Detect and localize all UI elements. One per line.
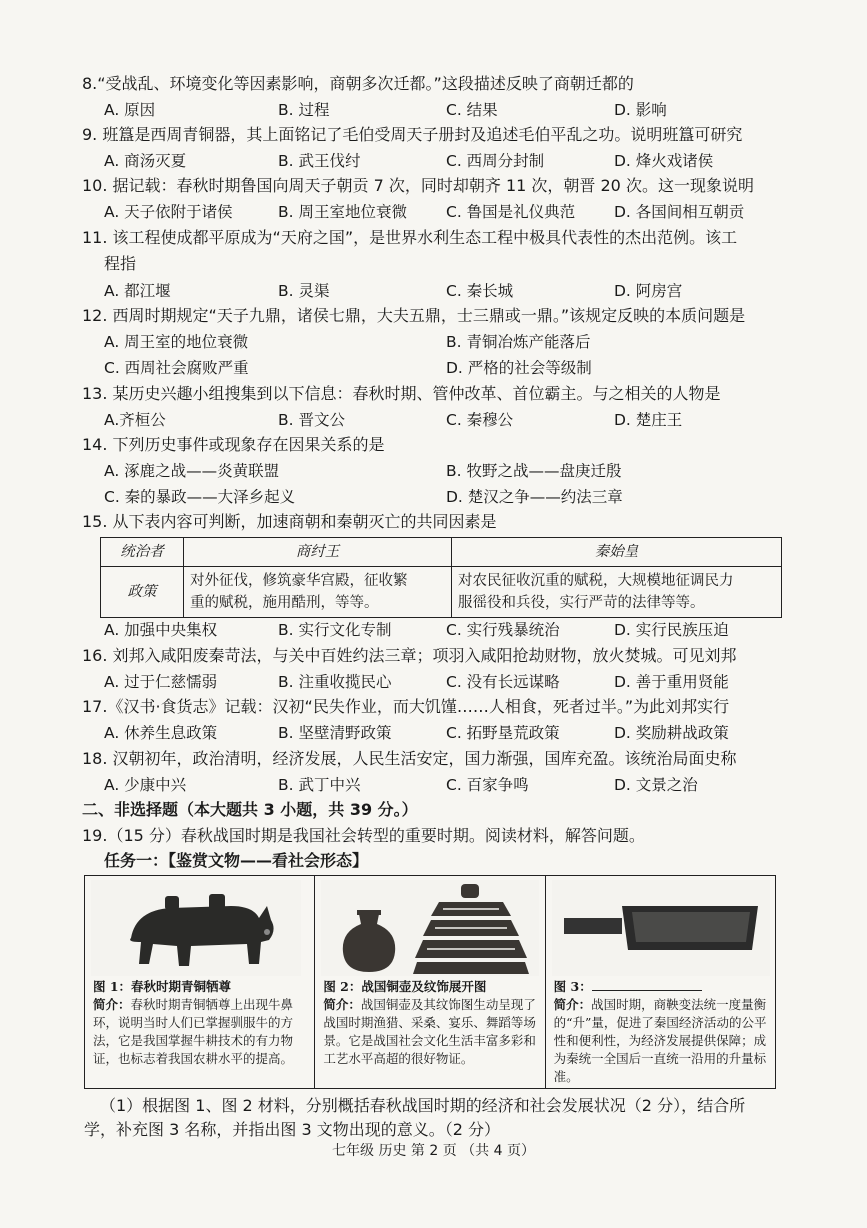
question-13: 13. 某历史兴趣小组搜集到以下信息：春秋时期、管仲改革、首位霸主。与之相关的人物是 xyxy=(82,384,721,403)
question-18: 18. 汉朝初年，政治清明，经济发展，人民生活安定，国力渐强，国库充盈。该统治局面史称 xyxy=(82,749,737,768)
figure-3-name-blank xyxy=(592,978,702,991)
figure-2-label: 简介： xyxy=(323,997,361,1012)
panel-figure-3 xyxy=(546,876,775,1088)
q19-sub1-line1: （1）根据图 1、图 2 材料，分别概括春秋战国时期的经济和社会发展状况（2 分），结合所 xyxy=(100,1096,746,1115)
q13-option-d: D. 楚庄王 xyxy=(614,411,683,429)
bronze-ox-vessel-image xyxy=(91,880,301,976)
section-2-heading: 二、非选择题（本大题共 3 小题，共 39 分。） xyxy=(82,800,418,819)
bronze-pot-pattern-image xyxy=(321,880,539,976)
figure-2-title: 图 2：战国铜壶及纹饰展开图 xyxy=(323,979,487,994)
q16-option-d: D. 善于重用贤能 xyxy=(614,673,729,691)
q13-option-c: C. 秦穆公 xyxy=(446,411,514,429)
q12-option-d: D. 严格的社会等级制 xyxy=(446,359,592,377)
q17-option-c: C. 拓野垦荒政策 xyxy=(446,724,560,742)
figure-1-caption xyxy=(93,978,308,1068)
q9-option-b: B. 武王伐纣 xyxy=(278,152,361,170)
question-17: 17.《汉书·食货志》记载：汉初“民失作业，而大饥馑……人相食，死者过半。”为此刘邦实行 xyxy=(82,697,730,716)
q14-option-c: C. 秦的暴政——大泽乡起义 xyxy=(104,488,296,506)
q11-option-b: B. 灵渠 xyxy=(278,282,330,300)
q8-option-d: D. 影响 xyxy=(614,101,667,119)
q10-option-b: B. 周王室地位衰微 xyxy=(278,203,407,221)
q16-option-b: B. 注重收揽民心 xyxy=(278,673,392,691)
question-9: 9. 班簋是西周青铜器，其上面铭记了毛伯受周天子册封及追述毛伯平乱之功。说明班簋可研究 xyxy=(82,125,743,144)
q15-option-d: D. 实行民族压迫 xyxy=(614,621,729,639)
q14-option-d: D. 楚汉之争——约法三章 xyxy=(446,488,623,506)
artifact-panels xyxy=(84,875,776,1089)
page-footer: 七年级 历史 第 2 页 （共 4 页） xyxy=(332,1143,535,1159)
q8-option-c: C. 结果 xyxy=(446,101,498,119)
figure-2-text: 战国铜壶及其纹饰图生动呈现了战国时期渔猎、采桑、宴乐、舞蹈等场景。它是战国社会文化生活丰富多彩和工艺水平高超的很好物证。 xyxy=(323,997,536,1066)
question-15: 15. 从下表内容可判断，加速商朝和秦朝灭亡的共同因素是 xyxy=(82,512,497,531)
figure-3-text: 战国时期，商鞅变法统一度量衡的“升”量，促进了秦国经济活动的公平性和便利性，为经济发展提供保障；成为秦统一全国后一直统一沿用的升量标准。 xyxy=(553,997,767,1084)
table-cell-shang-line2: 重的赋税，施用酷刑，等等。 xyxy=(190,595,379,611)
question-12: 12. 西周时期规定“天子九鼎，诸侯七鼎，大夫五鼎，士三鼎或一鼎。”该规定反映的本质问题是 xyxy=(82,306,746,325)
q10-option-a: A. 天子依附于诸侯 xyxy=(104,203,233,221)
table-cell-shang xyxy=(184,567,452,618)
figure-3-caption xyxy=(554,978,769,1086)
question-11-continued: 程指 xyxy=(104,254,137,273)
question-8: 8.“受战乱、环境变化等因素影响，商朝多次迁都。”这段描述反映了商朝迁都的 xyxy=(82,74,634,93)
figure-2-caption xyxy=(323,978,538,1068)
table-header-ruler: 统治者 xyxy=(101,538,184,567)
table-cell-shang-line1: 对外征伐，修筑豪华宫殿，征收繁 xyxy=(190,573,408,589)
q13-option-b: B. 晋文公 xyxy=(278,411,345,429)
table-row-label: 政策 xyxy=(101,567,184,618)
q15-option-c: C. 实行残暴统治 xyxy=(446,621,560,639)
q13-option-a: A.齐桓公 xyxy=(104,411,166,429)
table-cell-qin xyxy=(452,567,782,618)
figure-3-label: 简介： xyxy=(553,997,592,1012)
q11-option-c: C. 秦长城 xyxy=(446,282,514,300)
figure-1-label: 简介： xyxy=(93,997,131,1012)
figure-3-title: 图 3： xyxy=(553,979,592,994)
q12-option-b: B. 青铜冶炼产能落后 xyxy=(446,333,591,351)
figure-1-text: 春秋时期青铜牺尊上出现牛鼻环，说明当时人们已掌握驯服牛的方法，它是我国掌握牛耕技术的有力物证，也标志着我国农耕水平的提高。 xyxy=(93,997,294,1066)
question-14: 14. 下列历史事件或现象存在因果关系的是 xyxy=(82,435,385,454)
panel-figure-1 xyxy=(85,876,315,1088)
q8-option-b: B. 过程 xyxy=(278,101,330,119)
task-1-heading: 任务一：【鉴赏文物——看社会形态】 xyxy=(104,851,369,870)
q17-option-d: D. 奖励耕战政策 xyxy=(614,724,729,742)
q10-option-d: D. 各国间相互朝贡 xyxy=(614,203,745,221)
q18-option-d: D. 文景之治 xyxy=(614,776,698,794)
table-cell-qin-line1: 对农民征收沉重的赋税，大规模地征调民力 xyxy=(458,573,734,589)
table-cell-qin-line2: 服徭役和兵役，实行严苛的法律等等。 xyxy=(458,595,705,611)
q16-option-c: C. 没有长远谋略 xyxy=(446,673,560,691)
q15-option-a: A. 加强中央集权 xyxy=(104,621,218,639)
question-16: 16. 刘邦入咸阳废秦苛法，与关中百姓约法三章；项羽入咸阳抢劫财物，放火焚城。可见刘邦 xyxy=(82,646,737,665)
q16-option-a: A. 过于仁慈懦弱 xyxy=(104,673,218,691)
q9-option-c: C. 西周分封制 xyxy=(446,152,545,170)
panel-figure-2 xyxy=(315,876,545,1088)
q19-sub1-line2: 学，补充图 3 名称，并指出图 3 文物出现的意义。（2 分） xyxy=(84,1120,500,1139)
q8-option-a: A. 原因 xyxy=(104,101,156,119)
q17-option-b: B. 坚壁清野政策 xyxy=(278,724,392,742)
q17-option-a: A. 休养生息政策 xyxy=(104,724,218,742)
q15-option-b: B. 实行文化专制 xyxy=(278,621,392,639)
q11-option-a: A. 都江堰 xyxy=(104,282,171,300)
q15-table xyxy=(100,537,782,618)
question-11: 11. 该工程使成都平原成为“天府之国”，是世界水利生态工程中极具代表性的杰出范例。该工 xyxy=(82,228,738,247)
shang-yang-measure-image xyxy=(552,880,770,976)
q12-option-c: C. 西周社会腐败严重 xyxy=(104,359,249,377)
table-header-shang: 商纣王 xyxy=(184,538,452,567)
q14-option-b: B. 牧野之战——盘庚迁殷 xyxy=(446,462,622,480)
table-header-qin: 秦始皇 xyxy=(452,538,782,567)
question-10: 10. 据记载：春秋时期鲁国向周天子朝贡 7 次，同时却朝齐 11 次，朝晋 20 次。这一现象说明 xyxy=(82,176,754,195)
q9-option-a: A. 商汤灭夏 xyxy=(104,152,187,170)
q9-option-d: D. 烽火戏诸侯 xyxy=(614,152,714,170)
q11-option-d: D. 阿房宫 xyxy=(614,282,683,300)
q18-option-a: A. 少康中兴 xyxy=(104,776,187,794)
q12-option-a: A. 周王室的地位衰微 xyxy=(104,333,249,351)
q18-option-b: B. 武丁中兴 xyxy=(278,776,361,794)
q10-option-c: C. 鲁国是礼仪典范 xyxy=(446,203,576,221)
figure-1-title: 图 1：春秋时期青铜牺尊 xyxy=(93,979,232,994)
question-19: 19.（15 分）春秋战国时期是我国社会转型的重要时期。阅读材料，解答问题。 xyxy=(82,826,645,845)
q14-option-a: A. 涿鹿之战——炎黄联盟 xyxy=(104,462,280,480)
q18-option-c: C. 百家争鸣 xyxy=(446,776,529,794)
